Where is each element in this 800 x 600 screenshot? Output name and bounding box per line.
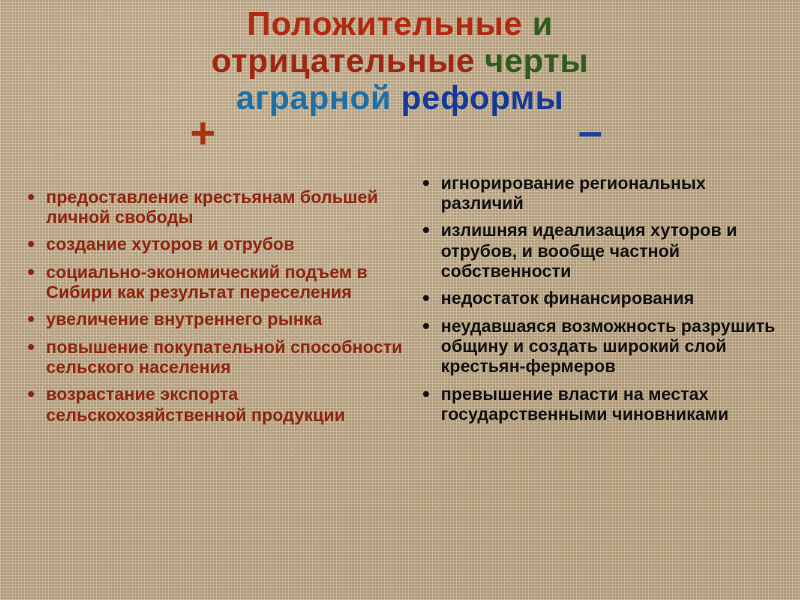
title-segment-agrarnoy: аграрной [236, 78, 401, 116]
list-item-label: возрастание экспорта сельскохозяйственной продукции [46, 384, 346, 425]
bullet-icon [28, 316, 34, 322]
list-item-label: социально-экономический подъем в Сибири как результат переселения [46, 261, 368, 303]
list-item [419, 316, 786, 377]
list-item [24, 384, 403, 425]
list-item-label: увеличение внутреннего рынка [46, 309, 323, 330]
list-item [24, 309, 403, 329]
positives-list [24, 187, 403, 425]
title-line-2 [0, 43, 800, 80]
bullet-icon [28, 241, 34, 247]
list-item-label: игнорирование региональных различий [440, 172, 706, 214]
list-item [419, 288, 786, 308]
content-columns [0, 151, 800, 432]
list-item [419, 384, 786, 425]
list-item-label: предоставление крестьянам большей личной свободы [46, 186, 379, 228]
list-item [419, 220, 786, 281]
plus-sign-icon: + [190, 108, 216, 158]
symbols-row [0, 106, 800, 158]
title-segment-cherty: черты [484, 41, 589, 79]
page-title [0, 0, 800, 117]
title-segment-otricatelnye: отрицательные [211, 41, 485, 79]
list-item-label: повышение покупательной способности сельского населения [46, 336, 403, 377]
bullet-icon [28, 269, 34, 275]
bullet-icon [28, 391, 34, 397]
bullet-icon [423, 227, 429, 233]
bullet-icon [28, 344, 34, 350]
list-item [419, 173, 786, 214]
title-segment-i: и [522, 5, 554, 42]
list-item [24, 234, 403, 254]
list-item [24, 187, 403, 228]
title-line-1 [0, 6, 800, 43]
negatives-column [403, 169, 786, 432]
bullet-icon [423, 391, 429, 397]
bullet-icon [423, 323, 429, 329]
list-item-label: недостаток финансирования [440, 288, 695, 309]
title-segment-reformy: реформы [400, 78, 564, 116]
bullet-icon [423, 180, 429, 186]
bullet-icon [423, 295, 429, 301]
title-line-3 [0, 80, 800, 117]
negatives-list [419, 173, 786, 424]
positives-column [14, 169, 403, 432]
list-item-label: неудавшаяся возможность разрушить общину и создать широкий слой крестьян-фермеров [440, 315, 776, 377]
list-item [24, 262, 403, 303]
list-item [24, 337, 403, 378]
minus-sign-icon: – [578, 106, 603, 156]
bullet-icon [28, 194, 34, 200]
title-segment-polozhitelnye: Положительные [246, 5, 523, 42]
list-item-label: излишняя идеализация хуторов и отрубов, и вообще частной собственности [440, 220, 738, 282]
list-item-label: превышение власти на местах государственными чиновниками [440, 383, 729, 424]
list-item-label: создание хуторов и отрубов [46, 234, 295, 255]
